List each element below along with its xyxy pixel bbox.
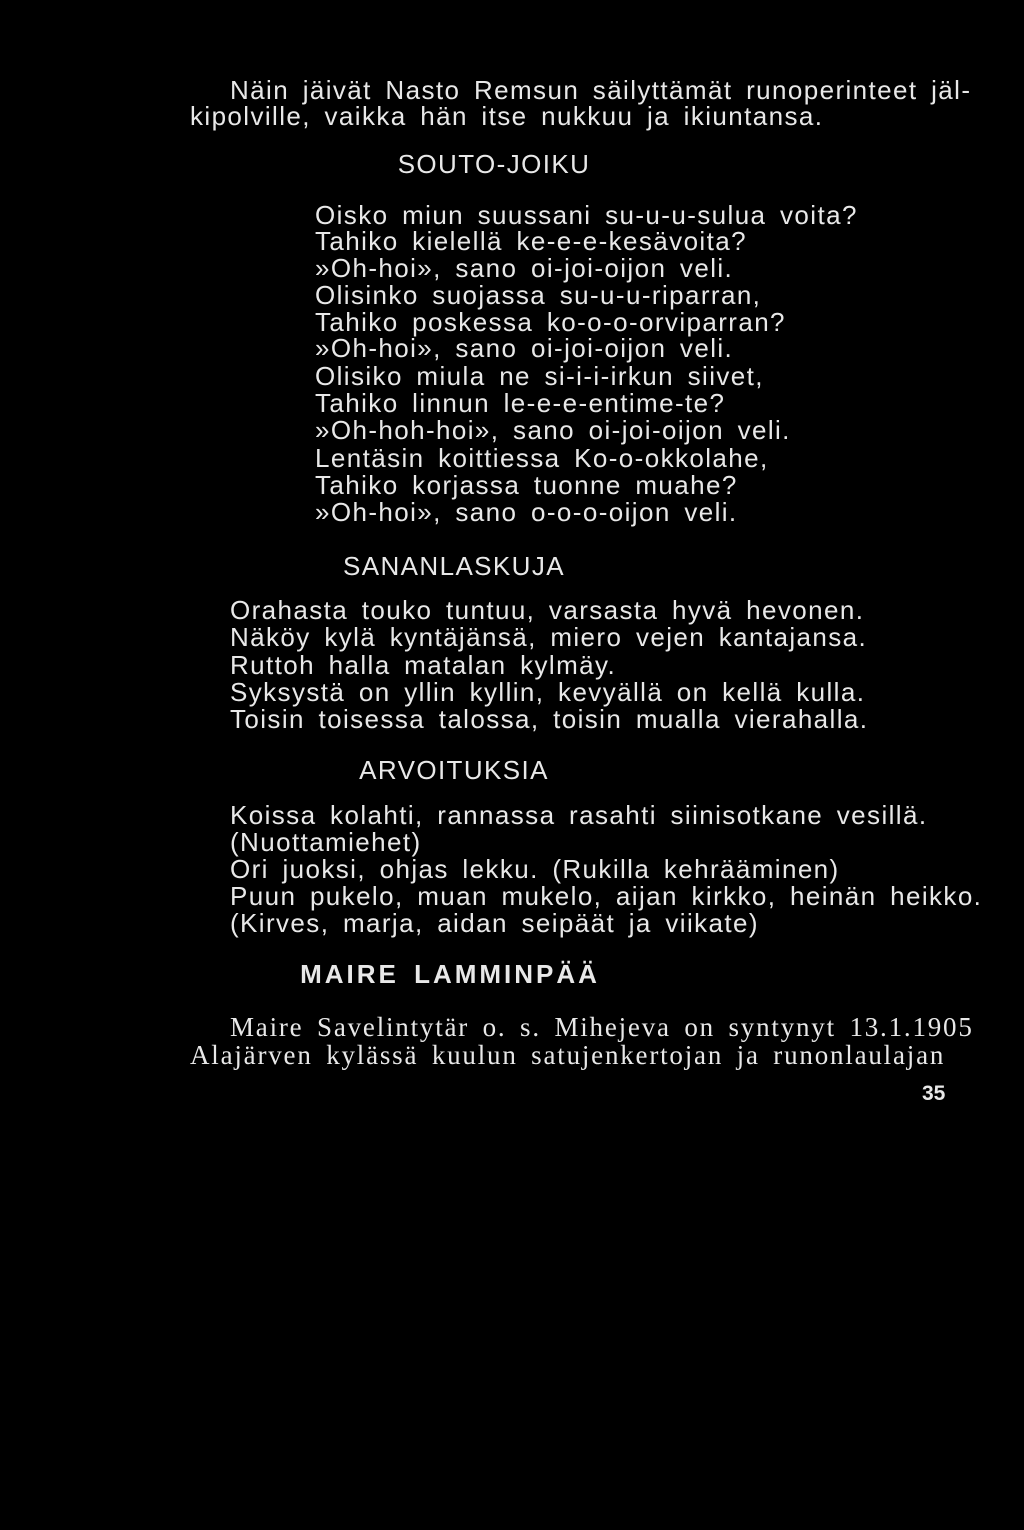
poem-line: Oisko miun suussani su-u-u-sulua voita? <box>315 200 858 230</box>
poem-line: »Oh-hoi», sano oi-joi-oijon veli. <box>315 253 734 283</box>
sananlaskuja-heading: SANANLASKUJA <box>343 551 565 581</box>
poem-line: »Oh-hoi», sano o-o-o-oijon veli. <box>315 497 738 527</box>
poem-line: Tahiko poskessa ko-o-o-orviparran? <box>315 307 786 337</box>
riddle-line: Puun pukelo, muan mukelo, aijan kirkko, heinän heikko. <box>230 881 983 911</box>
poem-line: »Oh-hoh-hoi», sano oi-joi-oijon veli. <box>315 415 791 445</box>
poem-line: Olisiko miula ne si-i-i-irkun siivet, <box>315 361 764 391</box>
poem-line: Lentäsin koittiessa Ko-o-okkolahe, <box>315 443 769 473</box>
poem-line: Tahiko korjassa tuonne muahe? <box>315 470 738 500</box>
riddle-line: Koissa kolahti, rannassa rasahti siinisotkane vesillä. <box>230 800 928 830</box>
proverb-line: Ruttoh halla matalan kylmäy. <box>230 650 617 680</box>
intro-line-2: kipolville, vaikka hän itse nukkuu ja ikiuntansa. <box>190 101 824 131</box>
poem-line: Olisinko suojassa su-u-u-riparran, <box>315 280 762 310</box>
riddle-line: (Nuottamiehet) <box>230 827 422 857</box>
poem-line: Tahiko linnun le-e-e-entime-te? <box>315 388 726 418</box>
proverb-line: Syksystä on yllin kyllin, kevyällä on kellä kulla. <box>230 677 866 707</box>
souto-joiku-heading: SOUTO-JOIKU <box>397 149 591 179</box>
poem-line: Tahiko kielellä ke-e-e-kesävoita? <box>315 226 747 256</box>
maire-heading: MAIRE LAMMINPÄÄ <box>300 959 600 989</box>
riddle-line: Ori juoksi, ohjas lekku. (Rukilla kehrääminen) <box>230 854 840 884</box>
proverb-line: Orahasta touko tuntuu, varsasta hyvä hevonen. <box>230 595 865 625</box>
proverb-line: Toisin toisessa talossa, toisin mualla vierahalla. <box>230 704 869 734</box>
biography-line: Alajärven kylässä kuulun satujenkertojan ja runonlaulajan <box>190 1040 946 1070</box>
proverb-line: Näköy kylä kyntäjänsä, miero vejen kantajansa. <box>230 622 868 652</box>
arvoituksia-heading: ARVOITUKSIA <box>359 755 549 785</box>
page-number: 35 <box>922 1082 946 1105</box>
riddle-line: (Kirves, marja, aidan seipäät ja viikate) <box>230 908 759 938</box>
biography-line: Maire Savelintytär o. s. Mihejeva on syntynyt 13.1.1905 <box>230 1012 974 1042</box>
poem-line: »Oh-hoi», sano oi-joi-oijon veli. <box>315 333 734 363</box>
intro-line-1: Näin jäivät Nasto Remsun säilyttämät runoperinteet jäl- <box>230 75 972 105</box>
